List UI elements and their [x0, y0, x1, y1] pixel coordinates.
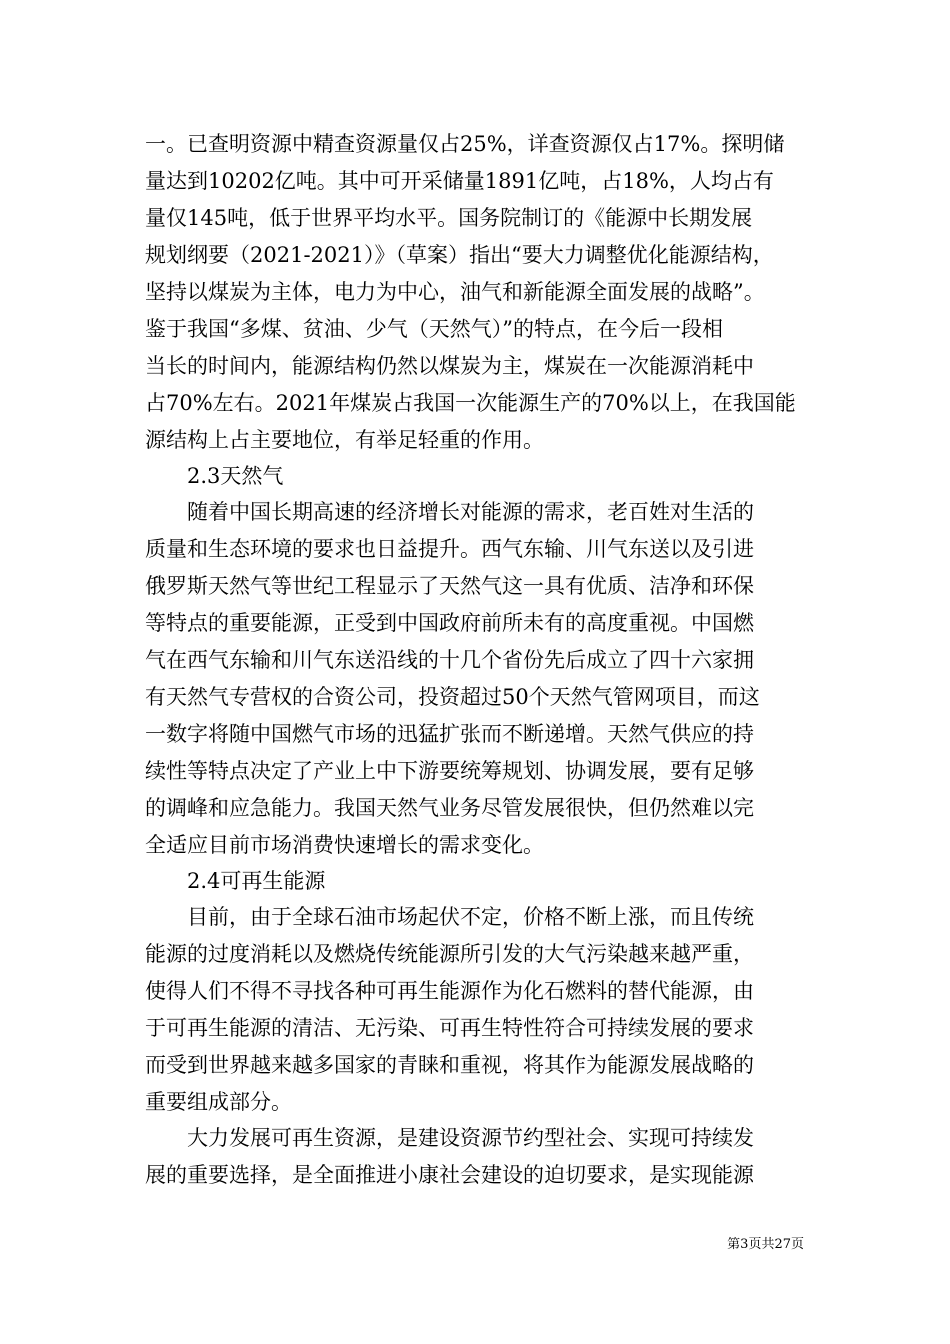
body-text-line: 有天然气专营权的合资公司，投资超过50个天然气管网项目，而这 [145, 685, 760, 709]
body-text-line: 占70%左右。2021年煤炭占我国一次能源生产的70%以上，在我国能 [145, 391, 796, 415]
body-text-line: 随着中国长期高速的经济增长对能源的需求，老百姓对生活的 [187, 500, 754, 524]
body-text-line: 俄罗斯天然气等世纪工程显示了天然气这一具有优质、洁净和环保 [145, 574, 754, 598]
body-text-line: 规划纲要（2021-2021）》（草案）指出“要大力调整优化能源结构， [145, 243, 774, 267]
body-text-line: 而受到世界越来越多国家的青睐和重视，将其作为能源发展战略的 [145, 1053, 754, 1077]
body-text-line: 目前，由于全球石油市场起伏不定，价格不断上涨，而且传统 [187, 905, 754, 929]
body-text-line: 于可再生能源的清洁、无污染、可再生特性符合可持续发展的要求 [145, 1016, 754, 1040]
body-text-line: 当长的时间内，能源结构仍然以煤炭为主，煤炭在一次能源消耗中 [145, 354, 754, 378]
body-text-line: 气在西气东输和川气东送沿线的十几个省份先后成立了四十六家拥 [145, 648, 754, 672]
body-text-line: 坚持以煤炭为主体，电力为中心，油气和新能源全面发展的战略”。 [145, 280, 765, 304]
body-text-line: 全适应目前市场消费快速增长的需求变化。 [145, 833, 544, 857]
body-text-line: 的调峰和应急能力。我国天然气业务尽管发展很快，但仍然难以完 [145, 796, 754, 820]
body-text-line: 大力发展可再生资源，是建设资源节约型社会、实现可持续发 [187, 1126, 754, 1150]
body-text-line: 一。已查明资源中精查资源量仅占25%，详查资源仅占17%。探明储 [145, 132, 785, 156]
body-text-line: 等特点的重要能源，正受到中国政府前所未有的高度重视。中国燃 [145, 611, 754, 635]
section-heading: 2.3天然气 [187, 464, 284, 488]
body-text-line: 鉴于我国“多煤、贫油、少气（天然气）”的特点，在今后一段相 [145, 317, 723, 341]
body-text-line: 重要组成部分。 [145, 1090, 292, 1114]
page-number: 第3页共27页 [727, 1237, 804, 1252]
body-text-line: 一数字将随中国燃气市场的迅猛扩张而不断递增。天然气供应的持 [145, 722, 754, 746]
body-text-line: 续性等特点决定了产业上中下游要统筹规划、协调发展，要有足够 [145, 759, 754, 783]
body-text-line: 能源的过度消耗以及燃烧传统能源所引发的大气污染越来越严重， [145, 942, 754, 966]
body-text-line: 展的重要选择，是全面推进小康社会建设的迫切要求，是实现能源 [145, 1163, 754, 1187]
section-heading: 2.4可再生能源 [187, 869, 326, 893]
body-text-line: 使得人们不得不寻找各种可再生能源作为化石燃料的替代能源，由 [145, 979, 754, 1003]
body-text-line: 量仅145吨，低于世界平均水平。国务院制订的《能源中长期发展 [145, 206, 753, 230]
body-text-line: 量达到10202亿吨。其中可开采储量1891亿吨，占18%，人均占有 [145, 169, 774, 193]
body-text-line: 质量和生态环境的要求也日益提升。西气东输、川气东送以及引进 [145, 537, 754, 561]
body-text-line: 源结构上占主要地位，有举足轻重的作用。 [145, 428, 544, 452]
